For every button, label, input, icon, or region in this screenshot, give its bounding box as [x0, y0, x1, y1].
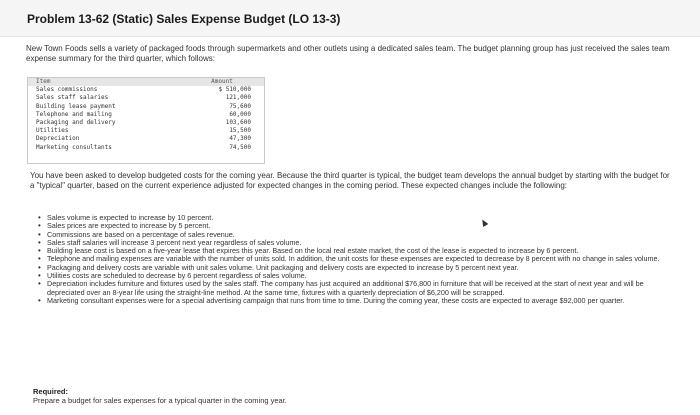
- bullet-icon: •: [38, 271, 41, 281]
- table-row-item: Telephone and mailing: [36, 110, 112, 118]
- bullet-icon: •: [38, 246, 41, 256]
- intro-paragraph: New Town Foods sells a variety of packaged foods through supermarkets and other outlets using a dedicated sales team. The budget planning group has just received the sales team expense summary for the third quarter, which follows:: [26, 44, 670, 63]
- bullet-icon: •: [38, 262, 41, 272]
- instructions-paragraph: You have been asked to develop budgeted costs for the coming year. Because the third quarter is typical, the budget team develops the annual budget by starting with the budget for a "typical" quarter, based on the current experience adjusted for expected changes in the coming period. These expected changes include the following:: [30, 171, 670, 190]
- table-row-amount: 60,000: [229, 110, 251, 118]
- list-item-text: Sales prices are expected to increase by 5 percent.: [47, 221, 211, 231]
- table-row-item: Depreciation: [36, 135, 80, 143]
- list-item-text: Telephone and mailing expenses are variable with the number of units sold. In addition, the unit costs for these expenses are expected to decrease by 8 percent with no change in sales volume.: [47, 254, 660, 264]
- bullet-icon: •: [38, 237, 41, 247]
- bullet-icon: •: [38, 229, 41, 239]
- table-row-item: Sales commissions: [36, 86, 98, 94]
- item-column-header: Item: [36, 78, 51, 85]
- bullet-icon: •: [38, 279, 41, 289]
- table-row-item: Packaging and delivery: [36, 118, 116, 126]
- expense-summary-table: [27, 77, 265, 164]
- list-item-text: Marketing consultant expenses were for a special advertising campaign that runs from time to time. During the coming year, these costs are expected to average $92,000 per quarter.: [47, 295, 625, 305]
- title-bar: [0, 0, 700, 37]
- list-item-text: Building lease cost is based on a five-year lease that expires this year. Based on the local real estate market, the cost of the lease is expected to increase by 6 percent.: [47, 246, 579, 256]
- table-row-amount: $ 510,000: [218, 86, 251, 94]
- list-item: [36, 280, 676, 297]
- problem-title: Problem 13-62 (Static) Sales Expense Budget (LO 13-3): [27, 12, 341, 26]
- table-row-amount: 15,500: [229, 127, 251, 135]
- list-item-text: Sales volume is expected to increase by 10 percent.: [47, 213, 214, 222]
- table-row-amount: 74,500: [229, 143, 251, 151]
- bullet-icon: •: [38, 213, 41, 222]
- list-item: [36, 297, 676, 305]
- table-row-amount: 121,000: [225, 94, 251, 102]
- bullet-icon: •: [38, 254, 41, 264]
- required-text: Prepare a budget for sales expenses for a typical quarter in the coming year.: [33, 396, 287, 405]
- bullet-icon: •: [38, 295, 41, 305]
- item-column: [36, 78, 115, 152]
- table-row-item: Utilities: [36, 127, 69, 135]
- list-item-text: Packaging and delivery costs are variable with unit sales volume. Unit packaging and delivery costs are expected to increase by 5 percent next year.: [47, 262, 519, 272]
- bullet-icon: •: [38, 221, 41, 231]
- table-row-amount: 47,300: [229, 135, 251, 143]
- table-row-amount: 75,600: [229, 102, 251, 110]
- table-row-item: Building lease payment: [36, 102, 116, 110]
- list-item-text: Utilities costs are scheduled to decrease by 6 percent regardless of sales volume.: [47, 271, 307, 281]
- expected-changes-list: [36, 214, 676, 305]
- amount-column: [193, 78, 251, 152]
- list-item-text: Sales staff salaries will increase 3 percent next year regardless of sales volume.: [47, 237, 302, 247]
- list-item-text: Commissions are based on a percentage of sales revenue.: [47, 229, 235, 239]
- amount-column-header: Amount: [211, 78, 233, 85]
- table-row-item: Marketing consultants: [36, 143, 112, 151]
- table-row-amount: 103,600: [225, 118, 251, 126]
- table-row-item: Sales staff salaries: [36, 94, 109, 102]
- required-label: Required:: [33, 387, 69, 396]
- list-item-text: Depreciation includes furniture and fixtures used by the sales staff. The company has just acquired an additional $76,800 in furniture that will be received at the start of next year and will be depreciated over an 8-year life using the straight-line method. At the same time, fixtures with a quarterly depreciation of $6,200 will be scrapped.: [47, 279, 644, 297]
